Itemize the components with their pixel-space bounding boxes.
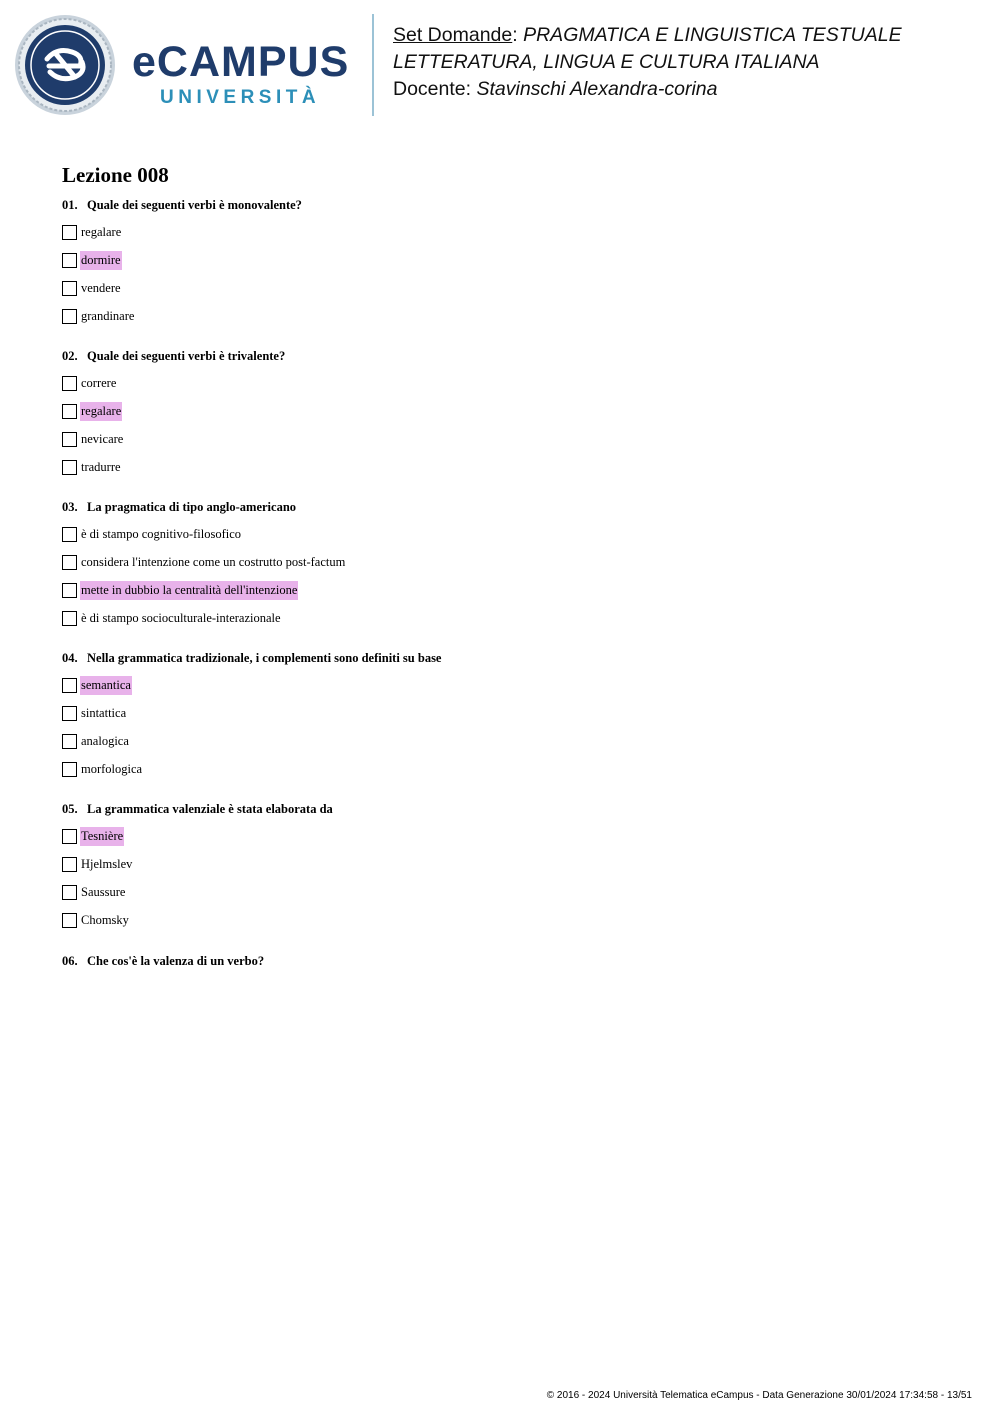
answer-label: nevicare: [81, 432, 124, 446]
answer-checkbox[interactable]: [62, 583, 77, 598]
answer-option[interactable]: [62, 609, 962, 637]
answer-label: considera l'intenzione come un costrutto post-factum: [81, 555, 346, 569]
answer-option[interactable]: [62, 760, 962, 788]
answer-checkbox[interactable]: [62, 253, 77, 268]
question-text: [62, 801, 962, 817]
answer-option[interactable]: [62, 251, 962, 279]
ecampus-seal-logo-icon: [14, 14, 116, 116]
page-header: [0, 0, 1000, 120]
answer-option[interactable]: [62, 732, 962, 760]
question-block: [62, 348, 962, 486]
answer-label-highlighted: dormire: [80, 251, 122, 270]
question-label: La pragmatica di tipo anglo-americano: [87, 500, 297, 514]
question-number: 04.: [62, 651, 78, 665]
answer-label: è di stampo socioculturale-interazionale: [81, 611, 281, 625]
answer-option[interactable]: [62, 279, 962, 307]
answer-checkbox[interactable]: [62, 885, 77, 900]
answer-label: Hjelmslev: [81, 857, 133, 871]
question-label: Quale dei seguenti verbi è trivalente?: [87, 349, 286, 363]
answer-option[interactable]: [62, 458, 962, 486]
answer-label: grandinare: [81, 309, 135, 323]
answer-checkbox[interactable]: [62, 225, 77, 240]
answer-label: vendere: [81, 281, 121, 295]
answer-option[interactable]: [62, 553, 962, 581]
question-text: [62, 348, 962, 364]
answer-checkbox[interactable]: [62, 404, 77, 419]
course-title-1: PRAGMATICA E LINGUISTICA TESTUALE: [523, 24, 902, 46]
teacher-label: Docente:: [393, 78, 472, 100]
question-block: [62, 801, 962, 939]
answer-checkbox[interactable]: [62, 913, 77, 928]
answer-checkbox[interactable]: [62, 309, 77, 324]
teacher-name: Stavinschi Alexandra-corina: [476, 78, 718, 100]
question-number: 06.: [62, 954, 78, 968]
course-line-1: Set Domande: PRAGMATICA E LINGUISTICA TESTUALE: [393, 24, 902, 46]
answer-option[interactable]: [62, 911, 962, 939]
answer-label: è di stampo cognitivo-filosofico: [81, 527, 242, 541]
question-text: [62, 953, 962, 969]
answer-label-highlighted: semantica: [80, 676, 132, 695]
lesson-title: Lezione 008: [62, 163, 169, 187]
question-text: [62, 650, 962, 666]
answer-label: Saussure: [81, 885, 126, 899]
brand-name: eCAMPUS: [132, 38, 350, 86]
option-list: [62, 676, 962, 788]
question-text: [62, 197, 962, 213]
answer-option[interactable]: [62, 827, 962, 855]
question-number: 02.: [62, 349, 78, 363]
answer-label: sintattica: [81, 706, 127, 720]
answer-checkbox[interactable]: [62, 762, 77, 777]
answer-label-highlighted: mette in dubbio la centralità dell'intenzione: [80, 581, 298, 600]
answer-label: correre: [81, 376, 117, 390]
answer-option[interactable]: [62, 430, 962, 458]
course-line-2: [393, 49, 983, 76]
answer-option[interactable]: [62, 374, 962, 402]
option-list: [62, 525, 962, 637]
answer-option[interactable]: [62, 704, 962, 732]
question-number: 01.: [62, 198, 78, 212]
question-label: La grammatica valenziale è stata elaborata da: [87, 802, 333, 816]
brand-subtitle: UNIVERSITÀ: [160, 87, 321, 108]
option-list: [62, 827, 962, 939]
option-list: [62, 223, 962, 335]
answer-label: tradurre: [81, 460, 121, 474]
set-label: Set Domande: [393, 24, 513, 46]
answer-option[interactable]: [62, 883, 962, 911]
answer-option[interactable]: [62, 676, 962, 704]
answer-label: regalare: [81, 225, 122, 239]
course-info: [393, 22, 983, 103]
header-divider: [372, 14, 374, 116]
answer-option[interactable]: [62, 581, 962, 609]
question-label: Nella grammatica tradizionale, i complementi sono definiti su base: [87, 651, 442, 665]
answer-checkbox[interactable]: [62, 829, 77, 844]
answer-checkbox[interactable]: [62, 678, 77, 693]
answer-checkbox[interactable]: [62, 460, 77, 475]
question-block: [62, 499, 962, 637]
teacher-line: [393, 76, 983, 103]
answer-checkbox[interactable]: [62, 611, 77, 626]
question-block: [62, 953, 962, 969]
page-footer: © 2016 - 2024 Università Telematica eCampus - Data Generazione 30/01/2024 17:34:58 - 13/51: [546, 1390, 972, 1401]
ecampus-wordmark: [132, 36, 357, 116]
answer-option[interactable]: [62, 525, 962, 553]
question-label: Che cos'è la valenza di un verbo?: [87, 954, 265, 968]
answer-checkbox[interactable]: [62, 527, 77, 542]
answer-checkbox[interactable]: [62, 734, 77, 749]
answer-label-highlighted: regalare: [80, 402, 122, 421]
question-number: 05.: [62, 802, 78, 816]
answer-label: analogica: [81, 734, 129, 748]
question-block: [62, 650, 962, 788]
answer-checkbox[interactable]: [62, 432, 77, 447]
answer-checkbox[interactable]: [62, 555, 77, 570]
answer-checkbox[interactable]: [62, 376, 77, 391]
answer-option[interactable]: [62, 223, 962, 251]
answer-checkbox[interactable]: [62, 857, 77, 872]
answer-label: morfologica: [81, 762, 143, 776]
answer-option[interactable]: [62, 307, 962, 335]
question-number: 03.: [62, 500, 78, 514]
answer-label-highlighted: Tesnière: [80, 827, 124, 846]
question-label: Quale dei seguenti verbi è monovalente?: [87, 198, 302, 212]
question-text: [62, 499, 962, 515]
answer-option[interactable]: [62, 402, 962, 430]
course-title-2: LETTERATURA, LINGUA E CULTURA ITALIANA: [393, 51, 820, 73]
answer-checkbox[interactable]: [62, 706, 77, 721]
question-block: [62, 197, 962, 335]
answer-option[interactable]: [62, 855, 962, 883]
answer-checkbox[interactable]: [62, 281, 77, 296]
answer-label: Chomsky: [81, 913, 129, 927]
option-list: [62, 374, 962, 486]
